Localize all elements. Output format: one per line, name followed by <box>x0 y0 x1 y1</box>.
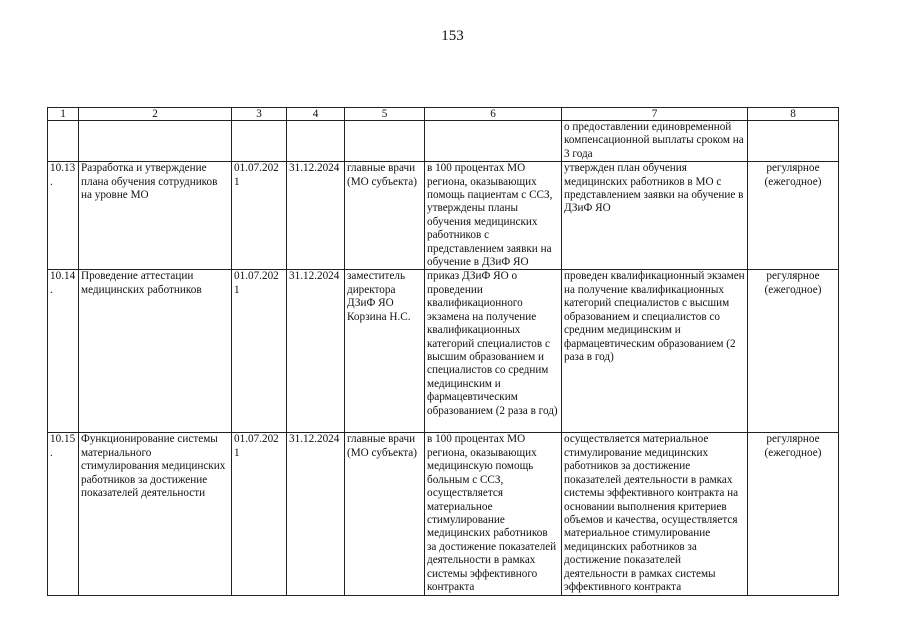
cell-number: 10.14. <box>48 270 79 433</box>
cell-empty <box>48 121 79 162</box>
table-row <box>48 162 839 270</box>
page-number: 153 <box>441 28 464 44</box>
cell-start-date: 01.07.2021 <box>232 433 287 596</box>
cell-activity: Функционирование системы материального стимулирования медицинских работников за достижение показателей деятельности <box>79 433 232 596</box>
cell-number: 10.13. <box>48 162 79 270</box>
cell-end-date: 31.12.2024 <box>287 162 345 270</box>
cell-start-date: 01.07.2021 <box>232 162 287 270</box>
table-row <box>48 433 839 596</box>
plan-table <box>47 107 839 596</box>
table-row <box>48 270 839 433</box>
header-cell: 2 <box>79 108 232 121</box>
cell-responsible: главные врачи (МО субъекта) <box>345 162 425 270</box>
cell-indicator: в 100 процентах МО региона, оказывающих медицинскую помощь больным с ССЗ, осуществляется материальное стимулирование медицинских работников за достижение показателей деятельности в рамках системы эффективного контракта <box>425 433 562 596</box>
header-row <box>48 108 839 121</box>
cell-activity: Проведение аттестации медицинских работников <box>79 270 232 433</box>
cell-empty <box>287 121 345 162</box>
cell-number: 10.15. <box>48 433 79 596</box>
header-cell: 8 <box>748 108 839 121</box>
cell-result: проведен квалификационный экзамен на получение квалификационных категорий специалистов с высшим образованием и специалистов со средним медицинским и фармацевтическим образованием (2 раза в год) <box>562 270 748 433</box>
cell-result: о предоставлении единовременной компенсационной выплаты сроком на 3 года <box>562 121 748 162</box>
cell-indicator: приказ ДЗиФ ЯО о проведении квалификационного экзамена на получение квалификационных категорий специалистов с высшим образованием и специалистов со средним медицинским и фармацевтическим образованием (2 раза в год) <box>425 270 562 433</box>
table-row-continuation <box>48 121 839 162</box>
cell-end-date: 31.12.2024 <box>287 433 345 596</box>
cell-result: осуществляется материальное стимулирование медицинских работников за достижение показателей деятельности в рамках системы эффективного контракта на основании выполнения критериев объемов и качества, осуществляется материальное стимулирование медицинских работников за достижение показателей деятельности в рамках системы эффективного контракта <box>562 433 748 596</box>
cell-type: регулярное (ежегодное) <box>748 270 839 433</box>
header-cell: 5 <box>345 108 425 121</box>
cell-indicator: в 100 процентах МО региона, оказывающих помощь пациентам с ССЗ, утверждены планы обучения медицинских работников с представлением заявки на обучение в ДЗиФ ЯО <box>425 162 562 270</box>
header-cell: 1 <box>48 108 79 121</box>
cell-result: утвержден план обучения медицинских работников в МО с представлением заявки на обучение в ДЗиФ ЯО <box>562 162 748 270</box>
cell-responsible: главные врачи (МО субъекта) <box>345 433 425 596</box>
cell-empty <box>79 121 232 162</box>
cell-activity: Разработка и утверждение плана обучения сотрудников на уровне МО <box>79 162 232 270</box>
header-cell: 6 <box>425 108 562 121</box>
cell-empty <box>232 121 287 162</box>
cell-start-date: 01.07.2021 <box>232 270 287 433</box>
header-cell: 4 <box>287 108 345 121</box>
cell-type: регулярное (ежегодное) <box>748 162 839 270</box>
cell-end-date: 31.12.2024 <box>287 270 345 433</box>
header-cell: 7 <box>562 108 748 121</box>
cell-empty <box>425 121 562 162</box>
cell-responsible: заместитель директора ДЗиФ ЯО Корзина Н.С. <box>345 270 425 433</box>
header-cell: 3 <box>232 108 287 121</box>
cell-type: регулярное (ежегодное) <box>748 433 839 596</box>
cell-empty <box>748 121 839 162</box>
cell-empty <box>345 121 425 162</box>
